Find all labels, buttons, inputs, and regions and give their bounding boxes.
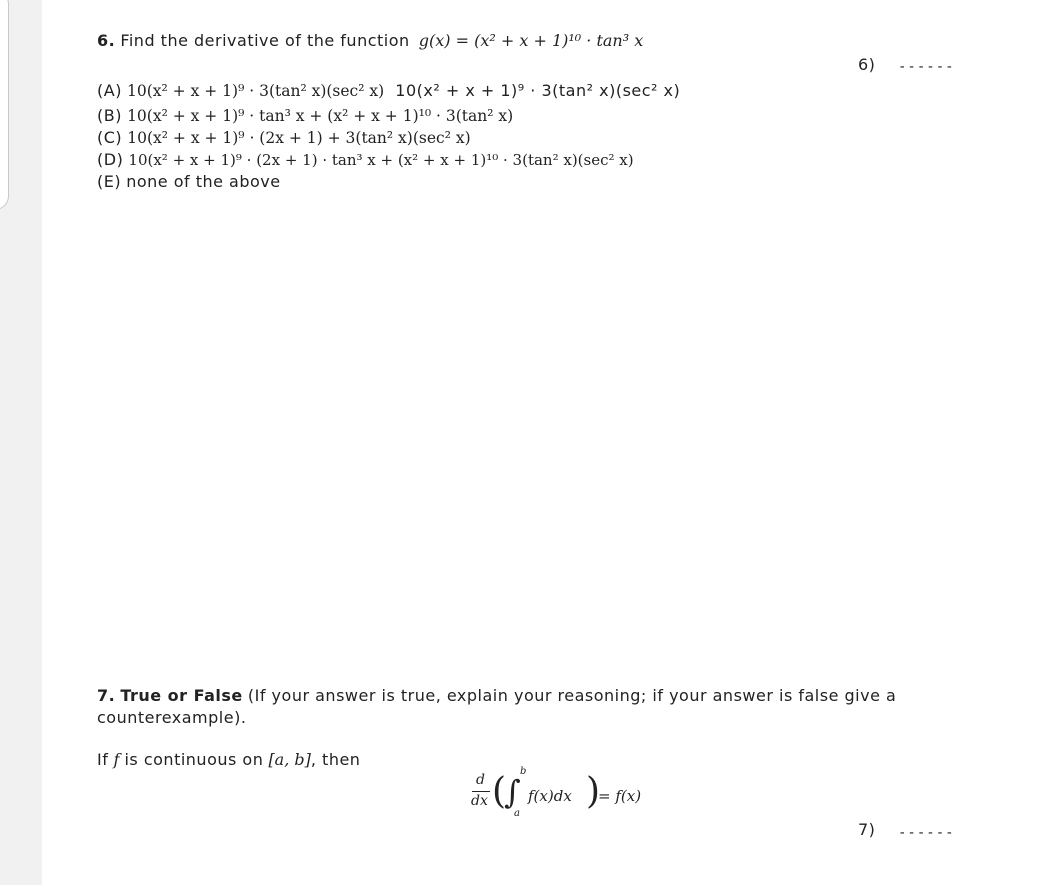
choice-e[interactable] <box>97 172 281 191</box>
formula-integral-sign: ∫ <box>504 773 521 811</box>
choice-a-expr: 10(x² + x + 1)⁹ · 3(tan² x)(sec² x) <box>127 82 385 100</box>
question-6-prompt: Find the derivative of the function <box>120 31 410 50</box>
formula-lower-limit: a <box>514 808 520 819</box>
left-sidebar <box>0 0 42 885</box>
question-7-instruction: (If your answer is true, explain your reasoning; if your answer is false give a <box>247 686 897 705</box>
premise-prefix: If <box>97 750 109 769</box>
question-7-premise <box>97 750 360 769</box>
formula-d: d <box>476 772 485 788</box>
choice-b[interactable] <box>97 106 513 125</box>
formula-upper-limit: b <box>520 766 527 777</box>
choice-d[interactable] <box>97 150 634 169</box>
choice-a[interactable] <box>97 81 680 100</box>
formula-integrand: f(x)dx <box>528 787 572 805</box>
question-6-number: 6. <box>97 31 116 50</box>
question-7-number: 7. <box>97 686 116 705</box>
formula-left-paren: ( <box>492 771 507 812</box>
choice-a-extra: 10(x² + x + 1)⁹ · 3(tan² x)(sec² x) <box>395 81 681 100</box>
answer-blank-6[interactable]: ------ <box>898 59 955 75</box>
formula-right-paren: ) <box>586 771 601 812</box>
premise-interval: [a, b] <box>268 750 311 769</box>
premise-mid: is continuous on <box>124 750 264 769</box>
choice-c[interactable] <box>97 128 471 147</box>
choice-d-expr: 10(x² + x + 1)⁹ · (2x + 1) · tan³ x + (x² + x + 1)¹⁰ · 3(tan² x)(sec² x) <box>128 151 634 169</box>
question-6-header <box>97 31 643 50</box>
choice-b-expr: 10(x² + x + 1)⁹ · tan³ x + (x² + x + 1)¹⁰ · 3(tan² x) <box>127 107 514 125</box>
choice-b-label: (B) <box>97 106 122 125</box>
formula-rhs: = f(x) <box>598 787 642 805</box>
sidebar-tab[interactable] <box>0 0 9 210</box>
question-7-instruction-cont: counterexample). <box>97 708 247 727</box>
choice-c-expr: 10(x² + x + 1)⁹ · (2x + 1) + 3(tan² x)(sec² x) <box>127 129 471 147</box>
question-7-title: True or False <box>120 686 243 705</box>
choice-c-label: (C) <box>97 128 123 147</box>
formula-fraction-bar <box>472 791 490 792</box>
choice-d-label: (D) <box>97 150 124 169</box>
choice-e-label: (E) <box>97 172 122 191</box>
question-6-function: g(x) = (x² + x + 1)¹⁰ · tan³ x <box>418 31 644 50</box>
answer-blank-7[interactable]: ------ <box>898 825 955 841</box>
ftc-formula <box>470 766 670 830</box>
premise-suffix: , then <box>310 750 361 769</box>
formula-dx: dx <box>471 793 488 809</box>
choice-a-label: (A) <box>97 81 122 100</box>
premise-function: f <box>113 750 120 769</box>
answer-label-7: 7) <box>858 820 876 839</box>
choice-e-expr: none of the above <box>126 172 281 191</box>
question-7-header <box>97 686 896 705</box>
answer-label-6: 6) <box>858 55 876 74</box>
